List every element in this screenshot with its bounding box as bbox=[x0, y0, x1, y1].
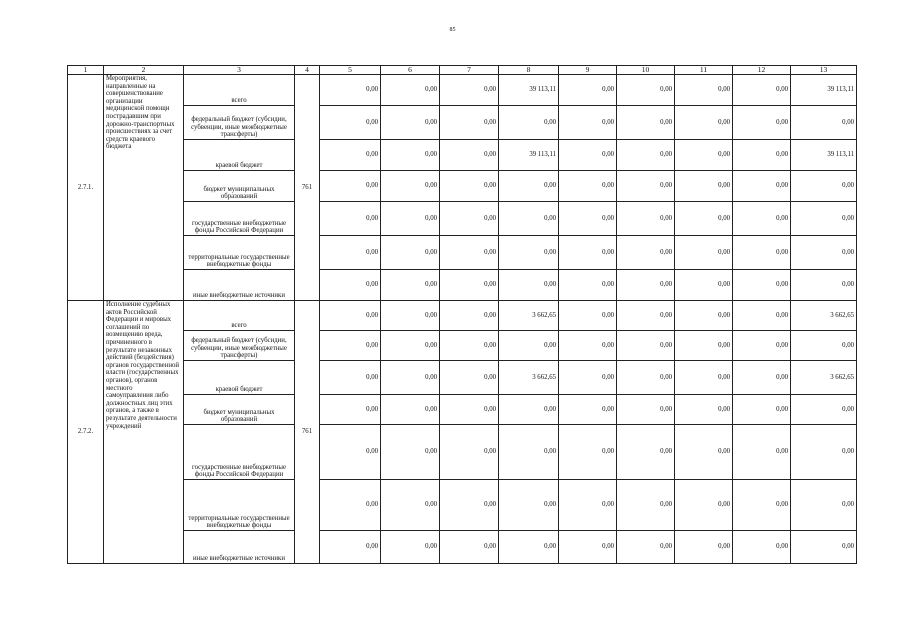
section-code: 2.7.2. bbox=[68, 301, 104, 564]
value-cell: 0,00 bbox=[320, 270, 381, 301]
value-cell: 0,00 bbox=[617, 75, 675, 106]
value-cell: 0,00 bbox=[559, 480, 617, 531]
value-cell: 0,00 bbox=[559, 270, 617, 301]
value-cell: 0,00 bbox=[381, 395, 440, 425]
value-cell: 0,00 bbox=[320, 75, 381, 106]
column-header: 1 bbox=[68, 66, 104, 75]
value-cell: 0,00 bbox=[499, 395, 559, 425]
value-cell: 0,00 bbox=[499, 106, 559, 140]
value-cell: 0,00 bbox=[733, 270, 791, 301]
value-cell: 0,00 bbox=[617, 425, 675, 480]
value-cell: 0,00 bbox=[559, 531, 617, 564]
table-row bbox=[68, 331, 857, 361]
value-cell: 0,00 bbox=[675, 106, 733, 140]
value-cell: 0,00 bbox=[733, 480, 791, 531]
value-cell: 0,00 bbox=[381, 75, 440, 106]
value-cell: 0,00 bbox=[791, 236, 857, 270]
value-cell: 0,00 bbox=[733, 395, 791, 425]
column-header: 4 bbox=[295, 66, 320, 75]
value-cell: 0,00 bbox=[617, 361, 675, 395]
value-cell: 0,00 bbox=[381, 531, 440, 564]
value-cell: 0,00 bbox=[499, 480, 559, 531]
value-cell: 0,00 bbox=[791, 202, 857, 236]
funding-source: федеральный бюджет (субсидии, субвенции, иные межбюджетные трансферты) bbox=[184, 106, 295, 140]
value-cell: 0,00 bbox=[440, 331, 499, 361]
value-cell: 0,00 bbox=[617, 301, 675, 331]
value-cell: 0,00 bbox=[733, 531, 791, 564]
value-cell: 0,00 bbox=[733, 301, 791, 331]
value-cell: 0,00 bbox=[617, 202, 675, 236]
value-cell: 0,00 bbox=[559, 171, 617, 202]
value-cell: 0,00 bbox=[675, 140, 733, 171]
value-cell: 0,00 bbox=[675, 270, 733, 301]
funding-source: иные внебюджетные источники bbox=[184, 531, 295, 564]
value-cell: 0,00 bbox=[320, 480, 381, 531]
funding-source: государственные внебюджетные фонды Российской Федерации bbox=[184, 425, 295, 480]
value-cell: 0,00 bbox=[320, 395, 381, 425]
value-cell: 0,00 bbox=[381, 331, 440, 361]
value-cell: 0,00 bbox=[791, 480, 857, 531]
funding-source: краевой бюджет bbox=[184, 140, 295, 171]
column-header: 5 bbox=[320, 66, 381, 75]
value-cell: 0,00 bbox=[733, 202, 791, 236]
value-cell: 0,00 bbox=[381, 140, 440, 171]
table-row bbox=[68, 361, 857, 395]
value-cell: 0,00 bbox=[559, 331, 617, 361]
value-cell: 0,00 bbox=[675, 480, 733, 531]
column-header: 12 bbox=[733, 66, 791, 75]
value-cell: 0,00 bbox=[733, 140, 791, 171]
value-cell: 0,00 bbox=[559, 202, 617, 236]
funding-source: всего bbox=[184, 75, 295, 106]
value-cell: 0,00 bbox=[733, 331, 791, 361]
funding-source: государственные внебюджетные фонды Российской Федерации bbox=[184, 202, 295, 236]
value-cell: 0,00 bbox=[320, 331, 381, 361]
value-cell: 0,00 bbox=[675, 202, 733, 236]
table-row bbox=[68, 395, 857, 425]
value-cell: 39 113,11 bbox=[791, 75, 857, 106]
value-cell: 0,00 bbox=[381, 106, 440, 140]
value-cell: 0,00 bbox=[733, 106, 791, 140]
value-cell: 0,00 bbox=[440, 395, 499, 425]
value-cell: 0,00 bbox=[791, 531, 857, 564]
value-cell: 0,00 bbox=[499, 202, 559, 236]
value-cell: 0,00 bbox=[499, 425, 559, 480]
value-cell: 0,00 bbox=[559, 75, 617, 106]
funding-source: бюджет муниципальных образований bbox=[184, 395, 295, 425]
value-cell: 0,00 bbox=[733, 75, 791, 106]
value-cell: 0,00 bbox=[440, 171, 499, 202]
value-cell: 0,00 bbox=[499, 171, 559, 202]
value-cell: 0,00 bbox=[675, 171, 733, 202]
section-code: 2.7.1. bbox=[68, 75, 104, 301]
value-cell: 0,00 bbox=[320, 236, 381, 270]
value-cell: 0,00 bbox=[381, 301, 440, 331]
value-cell: 0,00 bbox=[617, 106, 675, 140]
table-row bbox=[68, 171, 857, 202]
header-row bbox=[68, 66, 857, 75]
value-cell: 0,00 bbox=[320, 425, 381, 480]
value-cell: 3 662,65 bbox=[791, 361, 857, 395]
value-cell: 0,00 bbox=[791, 331, 857, 361]
funding-source: территориальные государственные внебюджетные фонды bbox=[184, 236, 295, 270]
value-cell: 0,00 bbox=[675, 395, 733, 425]
table-row bbox=[68, 301, 857, 331]
value-cell: 0,00 bbox=[733, 171, 791, 202]
value-cell: 0,00 bbox=[791, 270, 857, 301]
value-cell: 0,00 bbox=[381, 270, 440, 301]
column-header: 13 bbox=[791, 66, 857, 75]
funding-source: иные внебюджетные источники bbox=[184, 270, 295, 301]
column-header: 6 bbox=[381, 66, 440, 75]
column-header: 8 bbox=[499, 66, 559, 75]
value-cell: 39 113,11 bbox=[499, 140, 559, 171]
value-cell: 0,00 bbox=[381, 480, 440, 531]
column-header: 11 bbox=[675, 66, 733, 75]
column-header: 3 bbox=[184, 66, 295, 75]
value-cell: 0,00 bbox=[440, 361, 499, 395]
value-cell: 0,00 bbox=[381, 425, 440, 480]
value-cell: 0,00 bbox=[617, 531, 675, 564]
value-cell: 3 662,65 bbox=[791, 301, 857, 331]
funding-source: краевой бюджет bbox=[184, 361, 295, 395]
value-cell: 0,00 bbox=[733, 361, 791, 395]
budget-table bbox=[67, 65, 857, 564]
value-cell: 0,00 bbox=[791, 106, 857, 140]
value-cell: 0,00 bbox=[617, 480, 675, 531]
value-cell: 0,00 bbox=[440, 425, 499, 480]
column-header: 7 bbox=[440, 66, 499, 75]
value-cell: 0,00 bbox=[499, 270, 559, 301]
value-cell: 0,00 bbox=[440, 531, 499, 564]
section-name: Исполнение судебных актов Российской Федерации и мировых соглашений по возмещению вреда, причиненного в результате незаконных действий (бездействия) органов государственной власти (государственных органов), органов местного самоуправления либо должностных лиц этих органов, а также в результате деятельности учреждений bbox=[104, 301, 184, 564]
value-cell: 0,00 bbox=[675, 331, 733, 361]
table-row bbox=[68, 480, 857, 531]
value-cell: 0,00 bbox=[559, 301, 617, 331]
value-cell: 0,00 bbox=[617, 270, 675, 301]
value-cell: 0,00 bbox=[381, 361, 440, 395]
value-cell: 0,00 bbox=[617, 140, 675, 171]
table-row bbox=[68, 531, 857, 564]
value-cell: 0,00 bbox=[791, 395, 857, 425]
table-row bbox=[68, 75, 857, 106]
grbs-code: 761 bbox=[295, 301, 320, 564]
page-number: 85 bbox=[449, 27, 456, 33]
value-cell: 0,00 bbox=[617, 331, 675, 361]
value-cell: 0,00 bbox=[440, 270, 499, 301]
value-cell: 0,00 bbox=[559, 106, 617, 140]
value-cell: 0,00 bbox=[440, 75, 499, 106]
value-cell: 0,00 bbox=[791, 425, 857, 480]
value-cell: 0,00 bbox=[320, 140, 381, 171]
value-cell: 0,00 bbox=[320, 106, 381, 140]
value-cell: 0,00 bbox=[499, 236, 559, 270]
value-cell: 0,00 bbox=[559, 425, 617, 480]
funding-source: федеральный бюджет (субсидии, субвенции, иные межбюджетные трансферты) bbox=[184, 331, 295, 361]
value-cell: 0,00 bbox=[440, 202, 499, 236]
value-cell: 3 662,65 bbox=[499, 361, 559, 395]
funding-source: всего bbox=[184, 301, 295, 331]
value-cell: 39 113,11 bbox=[499, 75, 559, 106]
funding-source: бюджет муниципальных образований bbox=[184, 171, 295, 202]
value-cell: 0,00 bbox=[675, 361, 733, 395]
table-row bbox=[68, 202, 857, 236]
column-header: 2 bbox=[104, 66, 184, 75]
value-cell: 0,00 bbox=[320, 361, 381, 395]
value-cell: 0,00 bbox=[617, 236, 675, 270]
value-cell: 0,00 bbox=[440, 106, 499, 140]
value-cell: 0,00 bbox=[499, 531, 559, 564]
section-name: Мероприятия, направленные на совершенствование организации медицинской помощи пострадавшим при дорожно-транспортных происшествиях за счет средств краевого бюджета bbox=[104, 75, 184, 301]
value-cell: 0,00 bbox=[791, 171, 857, 202]
value-cell: 0,00 bbox=[617, 395, 675, 425]
value-cell: 39 113,11 bbox=[791, 140, 857, 171]
grbs-code: 761 bbox=[295, 75, 320, 301]
column-header: 9 bbox=[559, 66, 617, 75]
column-header: 10 bbox=[617, 66, 675, 75]
value-cell: 0,00 bbox=[381, 202, 440, 236]
value-cell: 0,00 bbox=[559, 361, 617, 395]
table-row bbox=[68, 236, 857, 270]
value-cell: 0,00 bbox=[733, 425, 791, 480]
value-cell: 0,00 bbox=[675, 531, 733, 564]
value-cell: 0,00 bbox=[440, 236, 499, 270]
value-cell: 0,00 bbox=[675, 236, 733, 270]
value-cell: 0,00 bbox=[675, 75, 733, 106]
table-row bbox=[68, 140, 857, 171]
table-row bbox=[68, 270, 857, 301]
value-cell: 0,00 bbox=[675, 425, 733, 480]
table-row bbox=[68, 425, 857, 480]
value-cell: 0,00 bbox=[440, 301, 499, 331]
value-cell: 0,00 bbox=[381, 171, 440, 202]
value-cell: 0,00 bbox=[675, 301, 733, 331]
value-cell: 0,00 bbox=[559, 236, 617, 270]
funding-source: территориальные государственные внебюджетные фонды bbox=[184, 480, 295, 531]
table-body bbox=[68, 75, 857, 564]
value-cell: 0,00 bbox=[617, 171, 675, 202]
value-cell: 0,00 bbox=[320, 531, 381, 564]
value-cell: 0,00 bbox=[440, 480, 499, 531]
value-cell: 0,00 bbox=[559, 395, 617, 425]
value-cell: 0,00 bbox=[381, 236, 440, 270]
value-cell: 0,00 bbox=[559, 140, 617, 171]
value-cell: 0,00 bbox=[499, 331, 559, 361]
value-cell: 0,00 bbox=[320, 202, 381, 236]
value-cell: 0,00 bbox=[733, 236, 791, 270]
value-cell: 0,00 bbox=[320, 301, 381, 331]
value-cell: 3 662,65 bbox=[499, 301, 559, 331]
value-cell: 0,00 bbox=[440, 140, 499, 171]
table-row bbox=[68, 106, 857, 140]
value-cell: 0,00 bbox=[320, 171, 381, 202]
